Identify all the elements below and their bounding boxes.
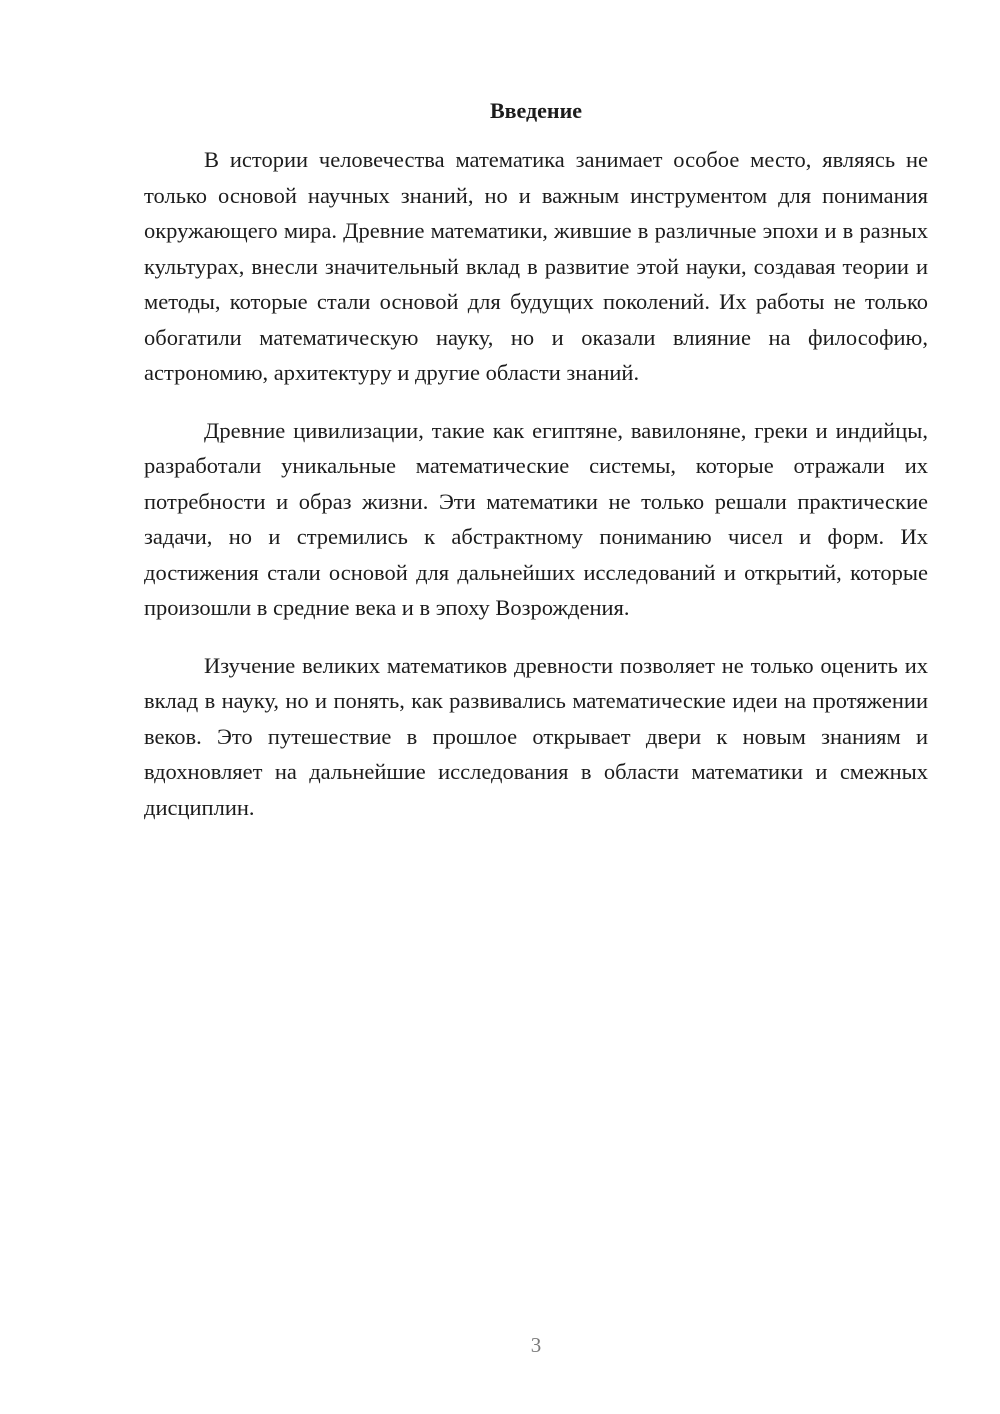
paragraph-3: Изучение великих математиков древности позволяет не только оценить их вклад в науку, но и понять, как развивались математические идеи на протяжении веков. Это путешествие в прошлое открывает двери к новым знаниям и вдохновляет на дальнейшие исследования в области математики и смежных дисциплин. [144, 652, 928, 820]
section-title: Введение [489, 98, 583, 123]
page-number: 3 [530, 1333, 542, 1357]
paragraph-2: Древние цивилизации, такие как египтяне, вавилоняне, греки и индийцы, разработали уникальные математические системы, которые отражали их потребности и образ жизни. Эти математики не только решали практические задачи, но и стремились к абстрактному пониманию чисел и форм. Их достижения стали основой для дальнейших исследований и открытий, которые произошли в средние века и в эпоху Возрождения. [144, 417, 928, 620]
paragraph-1: В истории человечества математика занимает особое место, являясь не только основой научных знаний, но и важным инструментом для понимания окружающего мира. Древние математики, жившие в различные эпохи и в разных культурах, внесли значительный вклад в развитие этой науки, создавая теории и методы, которые стали основой для будущих поколений. Их работы не только обогатили математическую науку, но и оказали влияние на философию, астрономию, архитектуру и другие области знаний. [144, 147, 928, 385]
body-text [144, 142, 928, 847]
